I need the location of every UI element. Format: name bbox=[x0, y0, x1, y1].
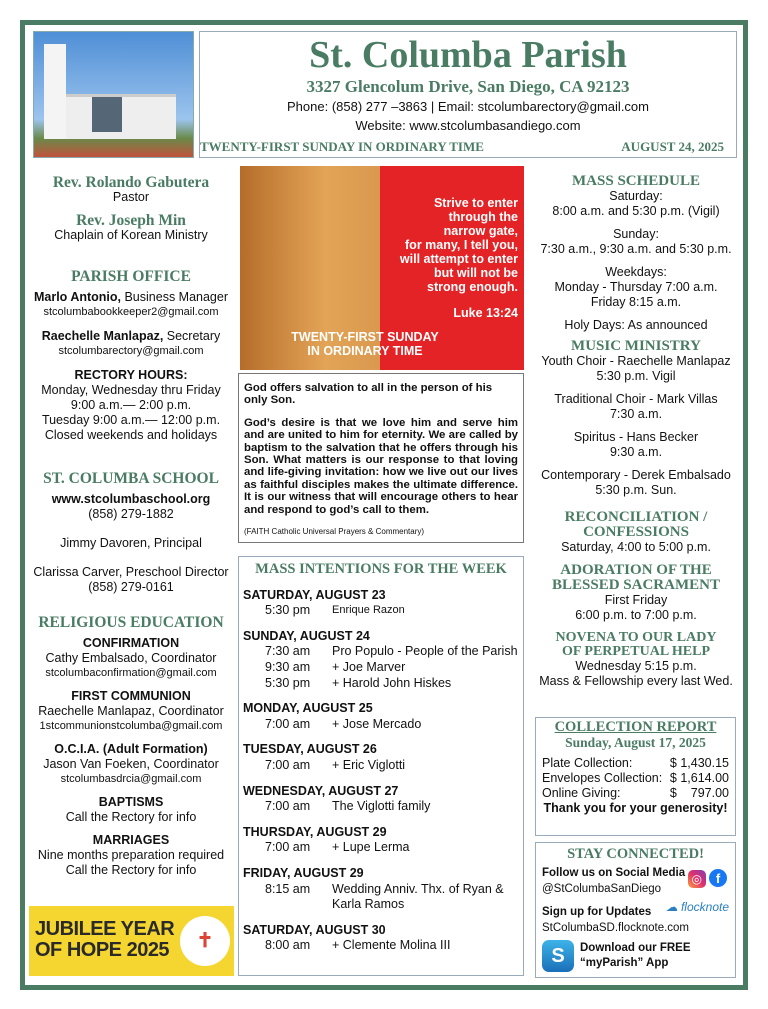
reflection-box bbox=[238, 373, 524, 543]
item-line: Call the Rectory for info bbox=[65, 810, 197, 824]
item-line: Nine months preparation required bbox=[37, 848, 225, 862]
school-heading: ST. COLUMBA SCHOOL bbox=[43, 470, 219, 487]
day-heading: SUNDAY, AUGUST 24 bbox=[243, 628, 370, 643]
quote-line: narrow gate, bbox=[443, 224, 518, 238]
updates-label: Sign up for Updates bbox=[542, 906, 652, 918]
music-ministry-heading: MUSIC MINISTRY bbox=[571, 338, 701, 354]
collection-thanks: Thank you for your generosity! bbox=[543, 801, 728, 815]
staff-email: stcolumbabookkeeper2@gmail.com bbox=[43, 306, 219, 318]
novena-line: Mass & Fellowship every last Wed. bbox=[539, 674, 733, 688]
item-title: MARRIAGES bbox=[92, 833, 170, 847]
intention-time: 5:30 pm bbox=[265, 603, 311, 618]
hours-line: Closed weekends and holidays bbox=[44, 428, 218, 442]
quote-line: for many, I tell you, bbox=[405, 238, 518, 252]
bulletin-date: AUGUST 24, 2025 bbox=[621, 139, 724, 154]
staff-role: Business Manager bbox=[121, 290, 229, 304]
religious-education-item bbox=[28, 742, 234, 787]
item-line: Raechelle Manlapaz, Coordinator bbox=[38, 704, 224, 718]
intention-entry bbox=[243, 799, 519, 815]
mass-group bbox=[534, 189, 738, 219]
quote-line: through the bbox=[448, 210, 518, 224]
parish-address: 3327 Glencolum Drive, San Diego, CA 92123 bbox=[306, 77, 630, 96]
intention-time: 7:30 am bbox=[265, 644, 311, 659]
adoration-line: First Friday bbox=[604, 593, 668, 607]
music-ministry-list bbox=[534, 354, 738, 498]
intention-day bbox=[243, 784, 519, 815]
day-heading: THURSDAY, AUGUST 29 bbox=[243, 824, 387, 839]
facebook-icon[interactable]: f bbox=[709, 869, 727, 887]
item-line: 1stcommunionstcolumba@gmail.com bbox=[39, 720, 223, 732]
parish-office-heading: PARISH OFFICE bbox=[71, 268, 191, 285]
staff-role: Secretary bbox=[163, 329, 221, 343]
mass-line: Saturday: bbox=[609, 189, 663, 203]
app-line: “myParish” App bbox=[580, 957, 669, 969]
intention-text: Pro Populo - People of the Parish bbox=[332, 644, 518, 659]
school-phone: (858) 279-1882 bbox=[88, 507, 174, 521]
music-line: Traditional Choir - Mark Villas bbox=[554, 392, 718, 406]
collection-label: Envelopes Collection: bbox=[542, 771, 663, 785]
intention-text: + Harold John Hiskes bbox=[332, 675, 452, 690]
adoration-line: 6:00 p.m. to 7:00 p.m. bbox=[575, 608, 697, 622]
app-line: Download our FREE bbox=[580, 942, 691, 954]
hours-line: Monday, Wednesday thru Friday bbox=[41, 383, 221, 397]
mass-line: Holy Days: As announced bbox=[564, 318, 708, 332]
gospel-image bbox=[240, 166, 524, 370]
day-heading: WEDNESDAY, AUGUST 27 bbox=[243, 783, 399, 798]
intention-time: 8:15 am bbox=[265, 881, 311, 896]
staff-name: Marlo Antonio, bbox=[33, 290, 121, 304]
music-group bbox=[534, 392, 738, 422]
parish-contact: Phone: (858) 277 –3863 | Email: stcolumbarectory@gmail.com bbox=[287, 99, 649, 114]
mass-line: Weekdays: bbox=[605, 265, 667, 279]
mass-line: Monday - Thursday 7:00 a.m. bbox=[554, 280, 718, 294]
intention-text: + Eric Viglotti bbox=[332, 757, 406, 772]
religious-education-list bbox=[28, 636, 234, 878]
item-title: FIRST COMMUNION bbox=[71, 689, 191, 703]
day-heading: SATURDAY, AUGUST 30 bbox=[243, 922, 386, 937]
music-group bbox=[534, 468, 738, 498]
clergy-role: Pastor bbox=[112, 190, 150, 204]
collection-row bbox=[542, 756, 729, 771]
staff-email: stcolumbarectory@gmail.com bbox=[58, 345, 204, 357]
intention-day bbox=[243, 629, 519, 691]
intention-text: Wedding Anniv. Thx. of Ryan & Karla Ramos bbox=[332, 881, 504, 912]
intention-entry bbox=[243, 840, 519, 856]
intention-time: 7:00 am bbox=[265, 799, 311, 814]
right-column bbox=[534, 174, 738, 689]
item-title: BAPTISMS bbox=[98, 795, 164, 809]
novena-line: Wednesday 5:15 p.m. bbox=[575, 659, 697, 673]
item-title: O.C.I.A. (Adult Formation) bbox=[54, 742, 208, 756]
flocknote-icon: ☁ bbox=[665, 900, 678, 914]
religious-education-item bbox=[28, 833, 234, 878]
day-heading: FRIDAY, AUGUST 29 bbox=[243, 865, 364, 880]
intention-text: + Lupe Lerma bbox=[332, 840, 410, 855]
updates-url[interactable]: StColumbaSD.flocknote.com bbox=[542, 922, 690, 934]
reflection-body: God’s desire is that we love him and serve him and are united to him for eternity. We are called by baptism to the salvation that he offers through his Son. What matters is our response to that loving and life-giving invitation: how we live out our lives as faithful disciples makes the ultimate difference. It is our witness that will encourage others to hear and respond to god’s call to them. bbox=[244, 416, 518, 516]
intention-entry bbox=[243, 660, 519, 676]
collection-row bbox=[542, 786, 729, 801]
reflection-intro: God offers salvation to all in the person of his only Son. bbox=[244, 382, 493, 407]
item-line: stcolumbasdrcia@gmail.com bbox=[60, 773, 202, 785]
intention-time: 8:00 am bbox=[265, 938, 311, 953]
intention-entry bbox=[243, 676, 519, 692]
collection-amount: $ 1,614.00 bbox=[669, 771, 729, 785]
music-line: Youth Choir - Raechelle Manlapaz bbox=[541, 354, 731, 368]
parish-website: Website: www.stcolumbasandiego.com bbox=[355, 118, 581, 133]
masthead bbox=[199, 31, 737, 158]
intention-text: + Jose Mercado bbox=[332, 716, 422, 731]
intention-day bbox=[243, 923, 519, 954]
parish-title: St. Columba Parish bbox=[309, 34, 627, 76]
intention-time: 5:30 pm bbox=[265, 675, 311, 690]
mass-line: 8:00 a.m. and 5:30 p.m. (Vigil) bbox=[552, 204, 720, 218]
reflection-source: (FAITH Catholic Universal Prayers & Commentary) bbox=[244, 527, 425, 537]
mass-group bbox=[534, 227, 738, 257]
caption-line: IN ORDINARY TIME bbox=[307, 344, 423, 358]
collection-label: Online Giving: bbox=[542, 786, 621, 800]
day-heading: MONDAY, AUGUST 25 bbox=[243, 701, 373, 716]
religious-education-item bbox=[28, 636, 234, 681]
intention-day bbox=[243, 825, 519, 856]
intention-text: Enrique Razon bbox=[332, 604, 405, 617]
intention-day bbox=[243, 701, 519, 732]
image-caption bbox=[280, 330, 450, 358]
rectory-hours-heading: RECTORY HOURS: bbox=[74, 368, 188, 382]
flocknote-logo bbox=[666, 899, 729, 915]
music-line: Spiritus - Hans Becker bbox=[573, 430, 699, 444]
mass-schedule-list bbox=[534, 189, 738, 333]
intention-entry bbox=[243, 938, 519, 954]
reconciliation-time: Saturday, 4:00 to 5:00 p.m. bbox=[561, 540, 711, 554]
collection-label: Plate Collection: bbox=[542, 756, 633, 770]
mass-line: Sunday: bbox=[613, 227, 659, 241]
stay-connected-heading: STAY CONNECTED! bbox=[567, 846, 704, 862]
item-line: Call the Rectory for info bbox=[65, 863, 197, 877]
mass-line: Friday 8:15 a.m. bbox=[590, 295, 682, 309]
preschool-director: Clarissa Carver, Preschool Director bbox=[33, 565, 229, 579]
gospel-quote bbox=[400, 196, 518, 294]
jubilee-logo: ✝ bbox=[180, 916, 230, 966]
jubilee-line: OF HOPE 2025 bbox=[35, 939, 170, 961]
clergy-name: Rev. Rolando Gabutera bbox=[52, 174, 210, 191]
item-title: CONFIRMATION bbox=[82, 636, 180, 650]
mass-group bbox=[534, 318, 738, 333]
intention-text: + Joe Marver bbox=[332, 659, 406, 674]
reconciliation-heading: RECONCILIATION / CONFESSIONS bbox=[564, 509, 708, 540]
caption-line: TWENTY-FIRST SUNDAY bbox=[291, 330, 439, 344]
gospel-citation: Luke 13:24 bbox=[453, 306, 518, 320]
intention-time: 7:00 am bbox=[265, 716, 311, 731]
music-line: 7:30 a.m. bbox=[609, 407, 663, 421]
collection-amount: $ 797.00 bbox=[669, 786, 729, 800]
intention-time: 7:00 am bbox=[265, 757, 311, 772]
jubilee-line: JUBILEE YEAR bbox=[35, 918, 175, 940]
mass-intentions-heading: MASS INTENTIONS FOR THE WEEK bbox=[255, 561, 507, 577]
religious-education-heading: RELIGIOUS EDUCATION bbox=[38, 614, 224, 631]
intention-day bbox=[243, 742, 519, 773]
mass-line: 7:30 a.m., 9:30 a.m. and 5:30 p.m. bbox=[540, 242, 732, 256]
liturgical-day: TWENTY-FIRST SUNDAY IN ORDINARY TIME bbox=[200, 139, 484, 154]
left-column bbox=[28, 175, 234, 878]
intention-text: + Clemente Molina III bbox=[332, 938, 451, 953]
collection-report bbox=[535, 717, 736, 836]
myparish-app-icon[interactable]: S bbox=[542, 940, 574, 972]
church-photo bbox=[33, 31, 194, 158]
religious-education-item bbox=[28, 795, 234, 825]
adoration-heading: ADORATION OF THE BLESSED SACRAMENT bbox=[552, 562, 720, 593]
item-line: Cathy Embalsado, Coordinator bbox=[45, 651, 217, 665]
intention-entry bbox=[243, 603, 519, 619]
intention-entry bbox=[243, 644, 519, 660]
jubilee-banner bbox=[29, 906, 234, 976]
novena-heading: NOVENA TO OUR LADY OF PERPETUAL HELP bbox=[555, 630, 717, 659]
mass-intentions-list bbox=[243, 588, 519, 954]
quote-line: but will not be bbox=[433, 266, 518, 280]
social-handle[interactable]: @StColumbaSanDiego bbox=[542, 883, 662, 895]
day-heading: TUESDAY, AUGUST 26 bbox=[243, 742, 377, 757]
hours-line: 9:00 a.m.— 2:00 p.m. bbox=[70, 398, 192, 412]
staff-name: Raechelle Manlapaz, bbox=[41, 329, 164, 343]
quote-line: will attempt to enter bbox=[399, 252, 518, 266]
intention-entry bbox=[243, 882, 519, 913]
intention-day bbox=[243, 866, 519, 913]
stay-connected bbox=[535, 842, 736, 978]
quote-line: Strive to enter bbox=[433, 196, 518, 210]
collection-heading: COLLECTION REPORT bbox=[554, 719, 717, 735]
mass-group bbox=[534, 265, 738, 310]
collection-date: Sunday, August 17, 2025 bbox=[565, 735, 706, 750]
collection-amount: $ 1,430.15 bbox=[669, 756, 729, 770]
music-line: 9:30 a.m. bbox=[609, 445, 663, 459]
collection-row bbox=[542, 771, 729, 786]
clergy-role: Chaplain of Korean Ministry bbox=[54, 228, 208, 242]
quote-line: strong enough. bbox=[427, 280, 518, 294]
mass-intentions-box bbox=[238, 556, 524, 976]
music-line: 5:30 p.m. Sun. bbox=[595, 483, 677, 497]
collection-rows bbox=[542, 756, 729, 801]
social-label: Follow us on Social Media bbox=[542, 867, 686, 879]
item-line: stcolumbaconfirmation@gmail.com bbox=[45, 667, 217, 679]
music-line: 5:30 p.m. Vigil bbox=[596, 369, 676, 383]
instagram-icon[interactable]: ◎ bbox=[688, 870, 706, 888]
hours-line: Tuesday 9:00 a.m.— 12:00 p.m. bbox=[41, 413, 221, 427]
item-line: Jason Van Foeken, Coordinator bbox=[43, 757, 219, 771]
clergy-name: Rev. Joseph Min bbox=[76, 212, 186, 229]
intention-entry bbox=[243, 717, 519, 733]
day-heading: SATURDAY, AUGUST 23 bbox=[243, 587, 386, 602]
religious-education-item bbox=[28, 689, 234, 734]
music-line: Contemporary - Derek Embalsado bbox=[541, 468, 731, 482]
intention-time: 7:00 am bbox=[265, 840, 311, 855]
school-website[interactable]: www.stcolumbaschool.org bbox=[51, 492, 211, 506]
school-principal: Jimmy Davoren, Principal bbox=[60, 536, 202, 550]
preschool-phone: (858) 279-0161 bbox=[88, 580, 174, 594]
intention-time: 9:30 am bbox=[265, 659, 311, 674]
intention-entry bbox=[243, 758, 519, 774]
intention-text: The Viglotti family bbox=[332, 799, 431, 814]
music-group bbox=[534, 354, 738, 384]
mass-schedule-heading: MASS SCHEDULE bbox=[572, 173, 700, 189]
intention-day bbox=[243, 588, 519, 619]
music-group bbox=[534, 430, 738, 460]
flocknote-text: flocknote bbox=[680, 900, 729, 914]
